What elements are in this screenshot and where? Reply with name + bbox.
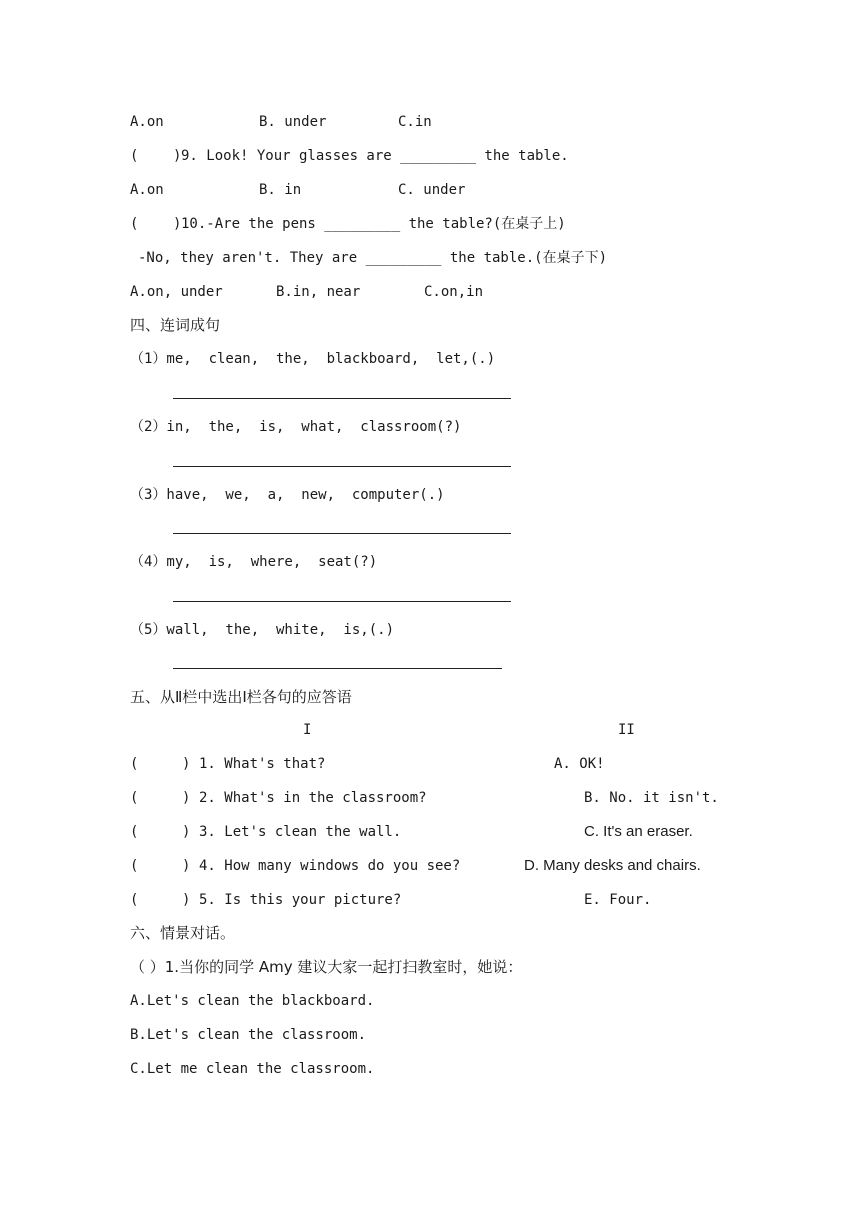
section4-item-2: （2）in, the, is, what, classroom(?)	[130, 419, 462, 435]
q10-answer-paren-close: )	[173, 216, 182, 232]
q8-option-c: C.in	[398, 114, 432, 130]
section6-question-1: （ ）1.当你的同学 Amy 建议大家一起打扫教室时，她说：	[130, 958, 523, 976]
section4-heading: 四、连词成句	[130, 316, 221, 334]
q9-question: 9. Look! Your glasses are _________ the table.	[181, 148, 569, 164]
answer-line-3[interactable]	[173, 533, 511, 534]
match-4-paren-close: )	[182, 858, 191, 874]
q10-option-a: A.on, under	[130, 284, 223, 300]
q9-answer-paren-close: )	[173, 148, 182, 164]
section4-item-3: （3）have, we, a, new, computer(.)	[130, 487, 445, 503]
match-3-paren-close: )	[182, 824, 191, 840]
section5-heading: 五、从Ⅱ栏中选出Ⅰ栏各句的应答语	[130, 688, 352, 706]
match-4-paren-open: (	[130, 858, 139, 874]
match-2-paren-open: (	[130, 790, 139, 806]
section6-option-a: A.Let's clean the blackboard.	[130, 993, 375, 1009]
q8-option-b: B. under	[259, 114, 327, 130]
q9-option-c: C. under	[398, 182, 466, 198]
q8-option-a: A.on	[130, 114, 164, 130]
match-5-question: 5. Is this your picture?	[199, 892, 402, 908]
section6-heading: 六、情景对话。	[130, 924, 236, 942]
match-2-answer: B. No. it isn't.	[584, 790, 719, 806]
match-5-answer: E. Four.	[584, 892, 652, 908]
match-5-paren-open: (	[130, 892, 139, 908]
match-1-question: 1. What's that?	[199, 756, 326, 772]
match-4-question: 4. How many windows do you see?	[199, 858, 461, 874]
q10-option-b: B.in, near	[276, 284, 361, 300]
match-2-paren-close: )	[182, 790, 191, 806]
match-4-answer: D. Many desks and chairs.	[524, 857, 701, 874]
match-3-question: 3. Let's clean the wall.	[199, 824, 402, 840]
section4-item-1: （1）me, clean, the, blackboard, let,(.)	[130, 351, 496, 367]
section6-option-b: B.Let's clean the classroom.	[130, 1027, 367, 1043]
match-3-paren-open: (	[130, 824, 139, 840]
match-2-question: 2. What's in the classroom?	[199, 790, 427, 806]
answer-line-4[interactable]	[173, 601, 511, 602]
answer-line-2[interactable]	[173, 466, 511, 467]
q9-option-a: A.on	[130, 182, 164, 198]
q10-question-line2: -No, they aren't. They are _________ the table.(在桌子下)	[138, 250, 608, 266]
match-1-paren-open: (	[130, 756, 139, 772]
match-1-answer: A. OK!	[554, 756, 605, 772]
match-1-paren-close: )	[182, 756, 191, 772]
match-3-answer: C. It's an eraser.	[584, 823, 693, 840]
q9-option-b: B. in	[259, 182, 302, 198]
match-5-paren-close: )	[182, 892, 191, 908]
answer-line-5[interactable]	[173, 668, 502, 669]
section6-option-c: C.Let me clean the classroom.	[130, 1061, 375, 1077]
q10-option-c: C.on,in	[424, 284, 484, 300]
q10-answer-paren-open: (	[130, 216, 139, 232]
answer-line-1[interactable]	[173, 398, 511, 399]
column-ii-header: II	[618, 722, 635, 738]
section4-item-5: （5）wall, the, white, is,(.)	[130, 622, 395, 638]
section4-item-4: （4）my, is, where, seat(?)	[130, 554, 378, 570]
q10-question-line1: 10.-Are the pens _________ the table?(在桌子上)	[181, 216, 566, 232]
column-i-header: I	[303, 722, 312, 738]
q9-answer-paren-open: (	[130, 148, 139, 164]
